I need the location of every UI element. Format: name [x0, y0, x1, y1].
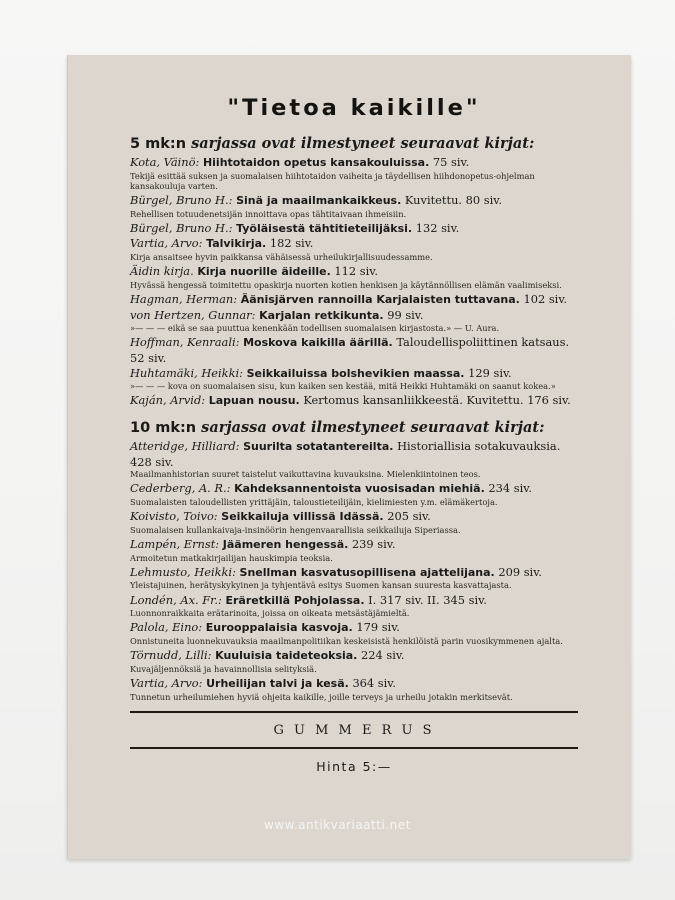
book-description: Onnistuneita luonnekuvauksia maailmanpolitiikan keskeisistä henkilöistä parin vuosikymmenen ajalta. — [130, 635, 563, 646]
divider-rule — [130, 747, 578, 749]
section-heading-5mk — [130, 135, 578, 152]
book-author: Cederberg, A. R.: — [130, 481, 231, 496]
book-title: Sinä ja maailmankaikkeus. — [236, 194, 402, 207]
book-description: Kirja ansaitsee hyvin paikkansa vähäisessä urheilukirjallisuudessamme. — [130, 251, 433, 262]
section-heading-prefix: 5 mk:n — [130, 136, 187, 152]
watermark: www.antikvariaatti.net — [264, 818, 411, 832]
book-list-10mk — [130, 439, 578, 702]
book-extra: Kertomus kansanliikkeestä. Kuvitettu. — [303, 393, 524, 408]
book-description: Suomalaisen kullankaivaja-insinöörin hengenvaarallisia seikkailuja Siperiassa. — [130, 524, 461, 535]
book-title: Hiihtotaidon opetus kansakouluissa. — [202, 156, 430, 169]
book-author: Bürgel, Bruno H.: — [130, 193, 233, 207]
book-title: Kirja nuorille äideille. — [197, 265, 331, 279]
book-title: Jäämeren hengessä. — [222, 537, 349, 551]
book-entry — [130, 439, 578, 479]
book-entry — [130, 155, 578, 191]
book-extra: Kuvitettu. — [404, 193, 463, 207]
book-entry — [130, 335, 578, 365]
book-entry — [130, 509, 578, 535]
book-author: Palola, Eino: — [130, 620, 203, 635]
publisher-name: G U M M E R U S — [273, 722, 435, 738]
price-label: Hinta 5:— — [316, 758, 392, 774]
book-entry — [130, 393, 578, 409]
book-title: Talvikirja. — [206, 237, 267, 251]
book-title: Seikkailuissa bolshevikien maassa. — [246, 366, 465, 380]
book-pages: 179 siv. — [356, 620, 400, 635]
book-title: Eräretkillä Pohjolassa. — [225, 593, 365, 607]
book-entry — [130, 221, 578, 237]
book-entry-line — [130, 537, 578, 553]
book-author: Koivisto, Toivo: — [130, 509, 218, 524]
book-author: Kota, Väinö: — [130, 155, 200, 169]
book-extra: Taloudellispoliittinen katsaus. — [396, 335, 570, 350]
book-pages: 112 siv. — [334, 264, 378, 279]
book-description: Tunnetun urheilumiehen hyviä ohjeita kaikille, joille terveys ja urheilu jotakin merkitsevät. — [130, 691, 513, 702]
book-author: Londén, Ax. Fr.: — [130, 592, 222, 607]
book-pages: 52 siv. — [130, 350, 167, 365]
book-entry-line — [130, 565, 578, 581]
book-author: Bürgel, Bruno H.: — [130, 220, 233, 235]
book-entry-line — [130, 509, 578, 525]
series-title: "Tietoa kaikille" — [227, 95, 481, 121]
book-author: Huhtamäki, Heikki: — [130, 365, 243, 380]
book-entry — [130, 481, 578, 507]
book-pages: 99 siv. — [387, 307, 424, 322]
book-author: von Hertzen, Gunnar: — [130, 307, 256, 322]
book-pages: 129 siv. — [468, 365, 512, 380]
book-author: Hoffman, Kenraali: — [130, 335, 240, 350]
book-title: Eurooppalaisia kasvoja. — [205, 621, 353, 635]
book-title: Moskova kaikilla äärillä. — [243, 336, 393, 350]
book-entry-line — [130, 393, 578, 409]
section-heading-prefix: 10 mk:n — [130, 419, 197, 436]
book-description: Luonnonraikkaita erätarinoita, joissa on oikeata metsästäjämieltä. — [130, 608, 410, 619]
book-pages: 234 siv. — [488, 481, 532, 496]
book-author: Vartia, Arvo: — [130, 675, 203, 690]
book-description: Maailmanhistorian suuret taistelut vaikuttavina kuvauksina. Mielenkiintoinen teos. — [130, 469, 481, 480]
book-entry-line — [130, 221, 578, 237]
book-title: Työläisestä tähtitieteilijäksi. — [236, 221, 413, 235]
book-entry — [130, 193, 578, 219]
book-entry-line — [130, 648, 578, 664]
section-heading-text: sarjassa ovat ilmestyneet seuraavat kirjat: — [196, 418, 545, 436]
book-pages: 205 siv. — [387, 509, 431, 524]
book-title: Urheilijan talvi ja kesä. — [206, 676, 349, 690]
book-author: Lampén, Ernst: — [130, 536, 220, 551]
book-entry — [130, 676, 578, 702]
book-entry-line — [130, 308, 578, 324]
book-entry — [130, 236, 578, 262]
book-entry-line — [130, 676, 578, 692]
book-title: Kahdeksannentoista vuosisadan miehiä. — [234, 482, 485, 496]
book-description: »— — — kova on suomalaisen sisu, kun kaiken sen kestää, mitä Heikki Huhtamäki on saanut kokea.» — [130, 381, 556, 392]
book-extra: Historiallisia sotakuvauksia. — [397, 438, 561, 453]
book-entry-line — [130, 236, 578, 252]
book-description: Suomalaisten taloudellisten yrittäjäin, taloustieteilijäin, kielimiesten y.m. elämäkertoja. — [130, 496, 498, 507]
book-entry-line — [130, 481, 578, 497]
book-description: Kuvajäljennöksiä ja havainnollisia selityksiä. — [130, 663, 317, 674]
divider-rule — [130, 711, 578, 713]
book-entry — [130, 264, 578, 290]
book-pages: 75 siv. — [432, 155, 470, 169]
book-entry-line — [130, 292, 578, 308]
book-entry — [130, 366, 578, 392]
book-entry — [130, 308, 578, 334]
book-entry — [130, 537, 578, 563]
book-pages: 80 siv. — [465, 193, 502, 207]
book-title: Suurilta sotatantereilta. — [243, 439, 394, 453]
book-entry — [130, 620, 578, 646]
book-pages: I. 317 siv. II. 345 siv. — [368, 592, 487, 607]
book-author: Törnudd, Lilli: — [130, 648, 212, 663]
book-title: Karjalan retkikunta. — [259, 308, 384, 322]
book-pages: 209 siv. — [498, 564, 542, 579]
book-entry — [130, 565, 578, 591]
book-title: Snellman kasvatusopillisena ajattelijana. — [239, 565, 495, 579]
book-entry-line — [130, 593, 578, 609]
book-entry-line — [130, 439, 578, 469]
book-entry-line — [130, 193, 578, 209]
book-description: Hyvässä hengessä toimitettu opaskirja nuorten kotien henkisen ja käytännöllisen elämän vaalimiseksi. — [130, 279, 562, 290]
book-entry — [130, 648, 578, 674]
book-author: Vartia, Arvo: — [130, 236, 203, 251]
section-heading-10mk — [130, 419, 578, 436]
book-pages: 132 siv. — [415, 220, 460, 235]
book-description: Rehellisen totuudenetsijän innoittava opas tähtitaivaan ihmeisiin. — [130, 208, 407, 219]
book-entry — [130, 593, 578, 619]
book-author: Äidin kirja. — [130, 264, 194, 279]
book-author: Hagman, Herman: — [130, 291, 238, 306]
book-entry-line — [130, 155, 578, 171]
book-author: Lehmusto, Heikki: — [130, 564, 236, 579]
book-author: Kaján, Arvid: — [130, 393, 206, 408]
book-pages: 182 siv. — [269, 236, 314, 251]
book-pages: 102 siv. — [523, 291, 568, 306]
book-description: Armoitetun matkakirjailijan hauskimpia teoksia. — [130, 552, 333, 563]
book-entry-line — [130, 366, 578, 382]
book-title: Kuuluisia taideteoksia. — [215, 649, 358, 663]
book-title: Äänisjärven rannoilla Karjalaisten tuttavana. — [240, 292, 520, 306]
section-heading-text: sarjassa ovat ilmestyneet seuraavat kirjat: — [186, 135, 535, 152]
book-title: Seikkailuja villissä Idässä. — [221, 510, 384, 524]
book-pages: 428 siv. — [130, 454, 174, 469]
book-entry-line — [130, 264, 578, 280]
book-description: Tekijä esittää suksen ja suomalaisen hiihtotaidon vaiheita ja täydellisen hiihdonopetus-ohjelman kansakouluja varten. — [130, 170, 535, 191]
book-entry-line — [130, 620, 578, 636]
book-pages: 176 siv. — [527, 393, 571, 408]
book-entry — [130, 292, 578, 308]
book-pages: 364 siv. — [352, 675, 396, 690]
book-list-5mk — [130, 155, 578, 409]
book-title: Lapuan nousu. — [208, 394, 300, 408]
book-pages: 224 siv. — [360, 648, 405, 663]
book-author: Atteridge, Hilliard: — [130, 438, 240, 453]
book-description: Yleistajuinen, herätyskykyinen ja tyhjentävä esitys Suomen kansan suuresta kasvattajasta. — [130, 580, 512, 591]
book-entry-line — [130, 335, 578, 365]
cover-content — [130, 85, 578, 774]
book-pages: 239 siv. — [351, 536, 396, 551]
book-description: »— — — eikä se saa puuttua kenenkään todellisen suomalaisen kirjastosta.» — U. Aura. — [130, 323, 500, 334]
book-back-cover — [67, 55, 631, 859]
